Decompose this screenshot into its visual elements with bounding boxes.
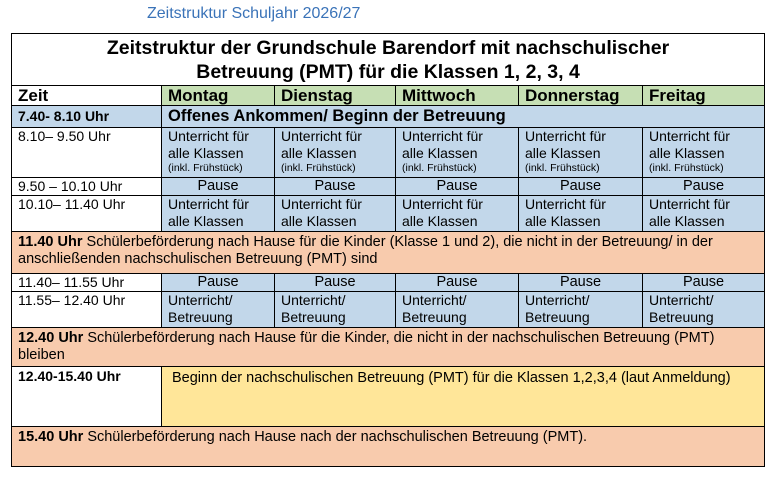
time-cell: 11.55– 12.40 Uhr (12, 292, 162, 328)
lesson-cell: Unterricht für alle Klassen (162, 196, 275, 232)
lesson-cell: Unterricht für alle Klassen (inkl. Frühstück) (519, 128, 643, 178)
pause-cell: Pause (162, 274, 275, 292)
lesson-cell: Unterricht/ Betreuung (519, 292, 643, 328)
lesson-cell: Unterricht für alle Klassen (519, 196, 643, 232)
note-1540: 15.40 Uhr Schülerbeförderung nach Hause nach der nachschulischen Betreuung (PMT). (12, 427, 765, 467)
pause-cell: Pause (519, 178, 643, 196)
lesson-cell: Unterricht/ Betreuung (275, 292, 396, 328)
header-freitag: Freitag (643, 86, 765, 106)
lesson-cell: Unterricht für alle Klassen (inkl. Frühstück) (643, 128, 765, 178)
pause-cell: Pause (643, 178, 765, 196)
table-row (12, 196, 765, 232)
header-montag: Montag (162, 86, 275, 106)
time-pmt: 12.40-15.40 Uhr (12, 367, 162, 427)
lesson-cell: Unterricht für alle Klassen (inkl. Frühstück) (275, 128, 396, 178)
header-dienstag: Dienstag (275, 86, 396, 106)
table-row (12, 292, 765, 328)
lesson-cell: Unterricht für alle Klassen (inkl. Frühstück) (162, 128, 275, 178)
schedule-table (11, 33, 765, 467)
pause-cell: Pause (519, 274, 643, 292)
time-cell: 11.40– 11.55 Uhr (12, 274, 162, 292)
time-cell: 10.10– 11.40 Uhr (12, 196, 162, 232)
lesson-cell: Unterricht für alle Klassen (396, 196, 519, 232)
pause-cell: Pause (643, 274, 765, 292)
lesson-cell: Unterricht für alle Klassen (275, 196, 396, 232)
pause-cell: Pause (396, 178, 519, 196)
time-cell: 8.10– 9.50 Uhr (12, 128, 162, 178)
page-header: Zeitstruktur Schuljahr 2026/27 (147, 5, 361, 22)
lesson-cell: Unterricht/ Betreuung (396, 292, 519, 328)
lesson-cell: Unterricht/ Betreuung (643, 292, 765, 328)
pause-cell: Pause (275, 274, 396, 292)
lesson-cell: Unterricht für alle Klassen (643, 196, 765, 232)
header-zeit: Zeit (12, 86, 162, 106)
header-mittwoch: Mittwoch (396, 86, 519, 106)
table-row (12, 178, 765, 196)
table-row (12, 274, 765, 292)
time-offen: 7.40- 8.10 Uhr (12, 106, 162, 128)
lesson-cell: Unterricht/ Betreuung (162, 292, 275, 328)
offenes-ankommen: Offenes Ankommen/ Beginn der Betreuung (162, 106, 765, 128)
note-1240: 12.40 Uhr Schülerbeförderung nach Hause für die Kinder, die nicht in der nachschulischen Betreuung (PMT) bleiben (12, 328, 765, 367)
pause-cell: Pause (162, 178, 275, 196)
time-cell: 9.50 – 10.10 Uhr (12, 178, 162, 196)
header-donnerstag: Donnerstag (519, 86, 643, 106)
title-line-2: Betreuung (PMT) für die Klassen 1, 2, 3, 4 (196, 61, 580, 83)
note-1140: 11.40 Uhr Schülerbeförderung nach Hause für die Kinder (Klasse 1 und 2), die nicht in der Betreuung/ in der anschließenden nachschulischen Betreuung (PMT) sind (12, 232, 765, 274)
pause-cell: Pause (275, 178, 396, 196)
title-line-1: Zeitstruktur der Grundschule Barendorf mit nachschulischer (106, 37, 670, 59)
table-row (12, 128, 765, 178)
pmt-cell: Beginn der nachschulischen Betreuung (PMT) für die Klassen 1,2,3,4 (laut Anmeldung) (162, 367, 765, 427)
table-title (12, 34, 765, 86)
pause-cell: Pause (396, 274, 519, 292)
lesson-cell: Unterricht für alle Klassen (inkl. Frühstück) (396, 128, 519, 178)
